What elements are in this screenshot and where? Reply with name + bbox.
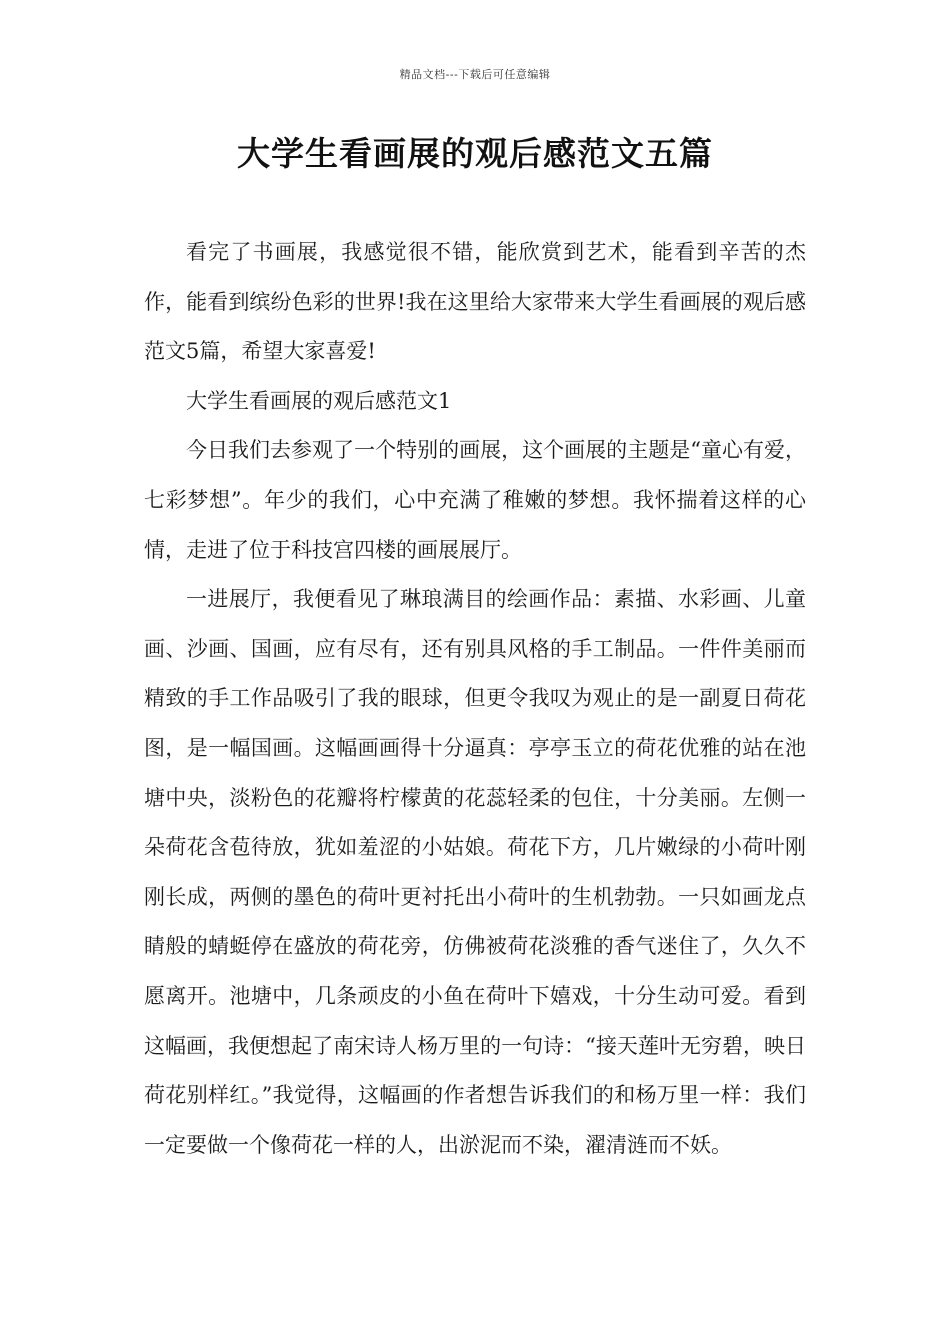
intro-paragraph: 看完了书画展，我感觉很不错，能欣赏到艺术，能看到辛苦的杰作，能看到缤纷色彩的世界!我在这里给大家带来大学生看画展的观后感范文5篇，希望大家喜爱! — [144, 240, 806, 364]
body-paragraph: 今日我们去参观了一个特别的画展，这个画展的主题是“童心有爱，七彩梦想”。年少的我们，心中充满了稚嫩的梦想。我怀揣着这样的心情，走进了位于科技宫四楼的画展展厅。 — [144, 438, 806, 562]
header-note: 精品文档---下载后可任意编辑 — [399, 68, 551, 81]
section-heading: 大学生看画展的观后感范文1 — [186, 388, 452, 413]
document-body — [144, 228, 806, 1170]
body-paragraph: 一进展厅，我便看见了琳琅满目的绘画作品：素描、水彩画、儿童画、沙画、国画，应有尽有，还有别具风格的手工制品。一件件美丽而精致的手工作品吸引了我的眼球，但更令我叹为观止的是一副夏日荷花图，是一幅国画。这幅画画得十分逼真：亭亭玉立的荷花优雅的站在池塘中央，淡粉色的花瓣将柠檬黄的花蕊轻柔的包住，十分美丽。左侧一朵荷花含苞待放，犹如羞涩的小姑娘。荷花下方，几片嫩绿的小荷叶刚刚长成，两侧的墨色的荷叶更衬托出小荷叶的生机勃勃。一只如画龙点睛般的蜻蜓停在盛放的荷花旁，仿佛被荷花淡雅的香气迷住了，久久不愿离开。池塘中，几条顽皮的小鱼在荷叶下嬉戏，十分生动可爱。看到这幅画，我便想起了南宋诗人杨万里的一句诗：“接天莲叶无穷碧，映日荷花别样红。”我觉得，这幅画的作者想告诉我们的和杨万里一样：我们一定要做一个像荷花一样的人，出淤泥而不染，濯清涟而不妖。 — [144, 587, 806, 1157]
page-title: 大学生看画展的观后感范文五篇 — [237, 134, 713, 173]
